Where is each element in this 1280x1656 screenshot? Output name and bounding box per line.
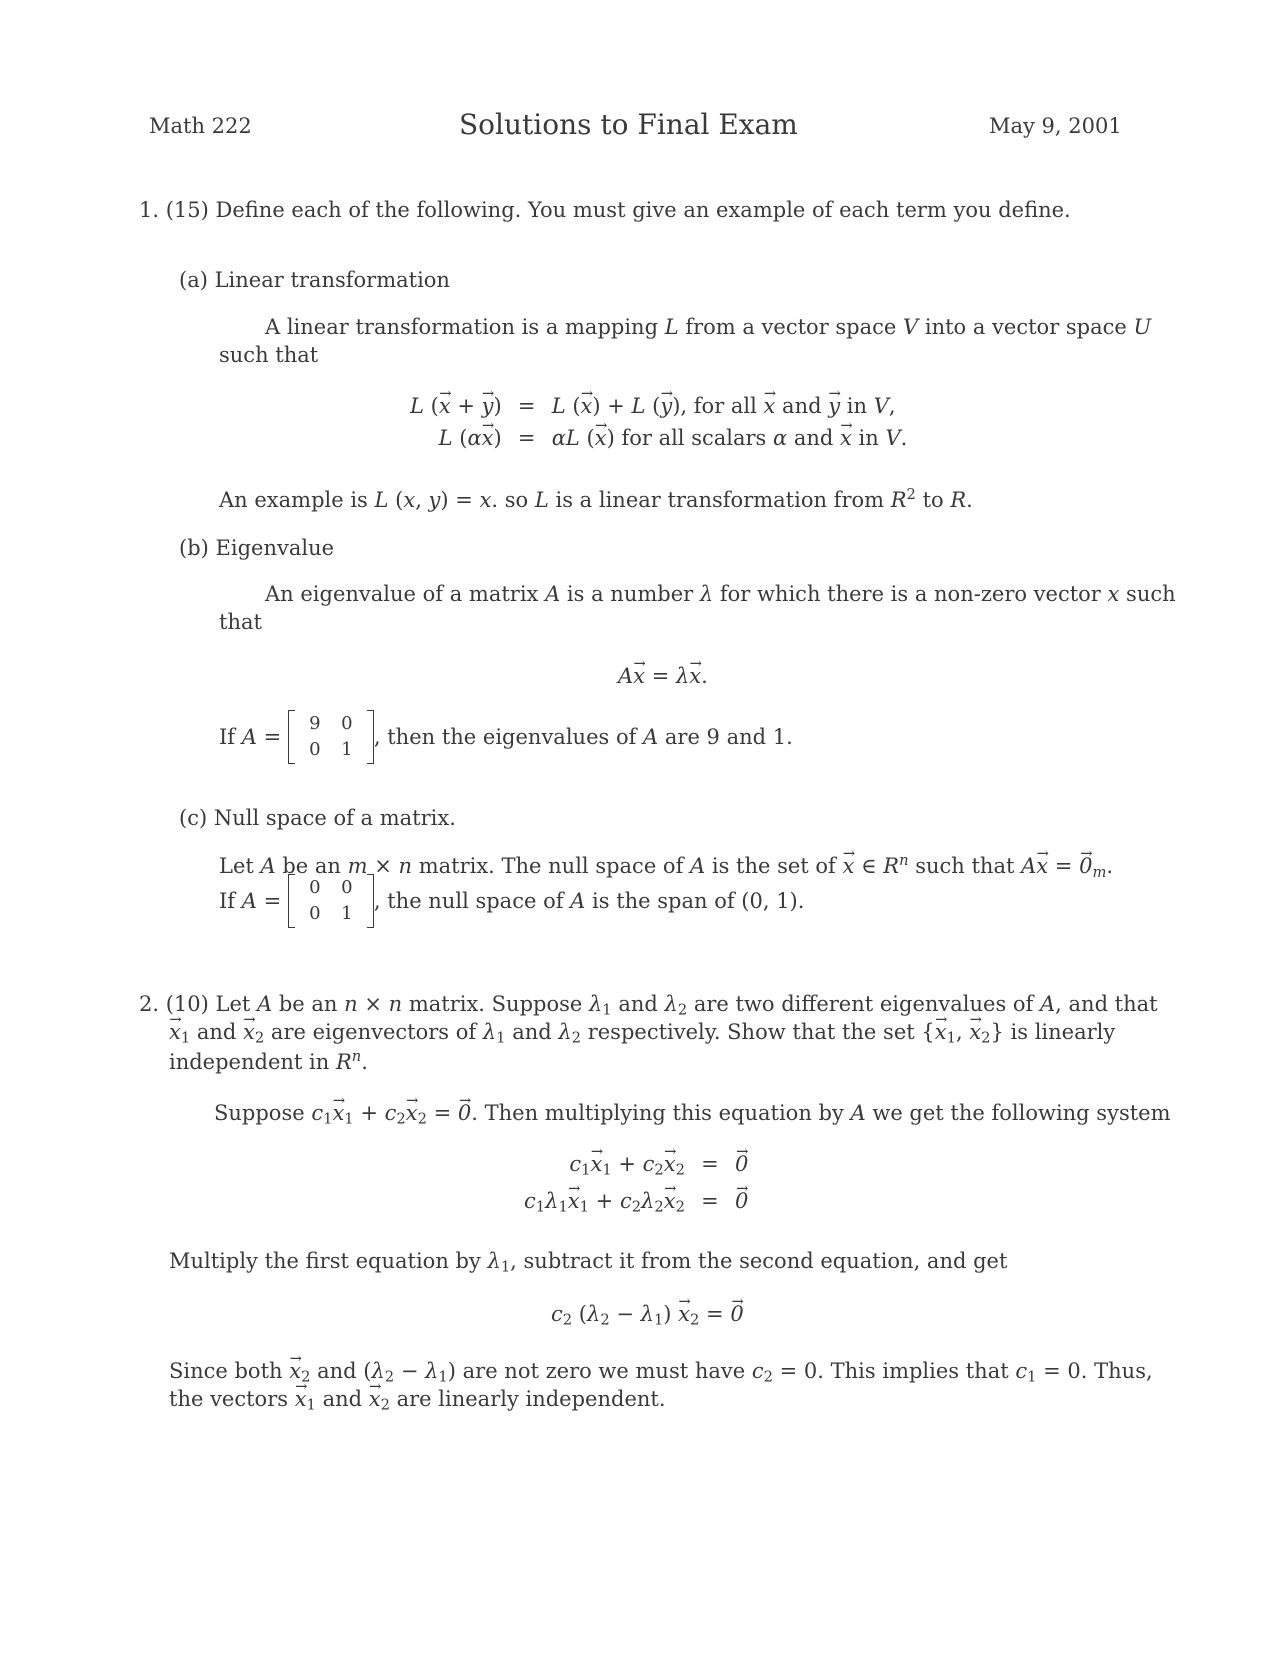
question-2: 2. (10) Let A be an n × n matrix. Suppose $\lambda_1$ and $\lambda_2$ are two different eigenvalues of A, and that: [139, 992, 1158, 1019]
linearity-equations: L (→ x + → y) = L (→ x) + L (→ y), for all → x and → y in V, L (α→ x) = αL (→ x) for all scalars α and → x in V.: [410, 394, 907, 450]
part-heading: Linear transformation: [214, 268, 450, 292]
part-label: (c): [179, 806, 208, 830]
definition-continuation: such that: [219, 343, 319, 367]
part-b-heading: [179, 536, 334, 560]
conclusion-line-2: the vectors → $x_1$ and → $x_2$ are linearly independent.: [169, 1387, 666, 1414]
linear-transformation-definition: A linear transformation is a mapping L from a vector space V into a vector space U: [265, 315, 1152, 339]
null-space-definition: Let A be an m × n matrix. The null space of A is the set of → x ∈ $R^n$ such that A→ x = → $0_m$.: [219, 852, 1113, 881]
exam-date: May 9, 2001: [989, 114, 1122, 138]
page-title: Solutions to Final Exam: [459, 108, 798, 141]
question-2-line-2: → $x_1$ and → $x_2$ are eigenvectors of $\lambda_1$ and $\lambda_2$ respectively. Show that the set {→ $x_1$, → $x_2$} is linearly: [169, 1020, 1115, 1047]
part-heading: Null space of a matrix.: [213, 806, 456, 830]
question-1: [139, 198, 1071, 222]
eigenvalue-example: If A = 9 0 0 1, then the eigenvalues of A are 9 and 1.: [219, 710, 793, 764]
solution-intro: Suppose $c_1\to x_1 + c_2\to x_2$ = → 0. Then multiplying this equation by A we get the following system: [214, 1101, 1171, 1128]
system-of-equations: $c_1\to x_1 + c_2\to x_2$ = → 0 $c_1\lambda_1\to x_1 + c_2\lambda_2\to x_2$ = → 0: [524, 1152, 748, 1215]
question-2-line-3: independent in $R^n$.: [169, 1048, 368, 1075]
part-label: (a): [179, 268, 208, 292]
multiply-step: Multiply the first equation by $\lambda_1$, subtract it from the second equation, and get: [169, 1249, 1008, 1276]
course-name: Math 222: [149, 114, 252, 138]
difference-equation: $c_2$ $(\lambda_2 - \lambda_1) \to x_2$ = → 0: [551, 1302, 744, 1329]
definition-continuation: that: [219, 610, 262, 634]
question-number: 1.: [139, 198, 160, 222]
part-label: (b): [179, 536, 209, 560]
eigenvalue-definition: An eigenvalue of a matrix A is a number λ for which there is a non-zero vector x such: [265, 582, 1176, 606]
conclusion: Since both → $x_2$ and $(\lambda_2 - \lambda_1)$ are not zero we must have $c_2 = 0$. This implies that $c_1 = 0$. Thus,: [169, 1359, 1153, 1386]
matrix: 0 0 0 1: [309, 877, 353, 924]
part-c-heading: [179, 806, 456, 830]
linear-transformation-example: An example is L (x, y) = x. so L is a linear transformation from $R^2$ to R.: [219, 486, 973, 513]
part-heading: Eigenvalue: [215, 536, 335, 560]
part-a-heading: [179, 268, 450, 292]
matrix: 9 0 0 1: [309, 713, 353, 760]
question-prompt: (15) Define each of the following. You must give an example of each term you define.: [165, 198, 1071, 222]
eigenvalue-equation: A→ x = λ→ x.: [618, 664, 708, 688]
null-space-example: If A = 0 0 0 1, the null space of A is the span of (0, 1).: [219, 874, 804, 928]
